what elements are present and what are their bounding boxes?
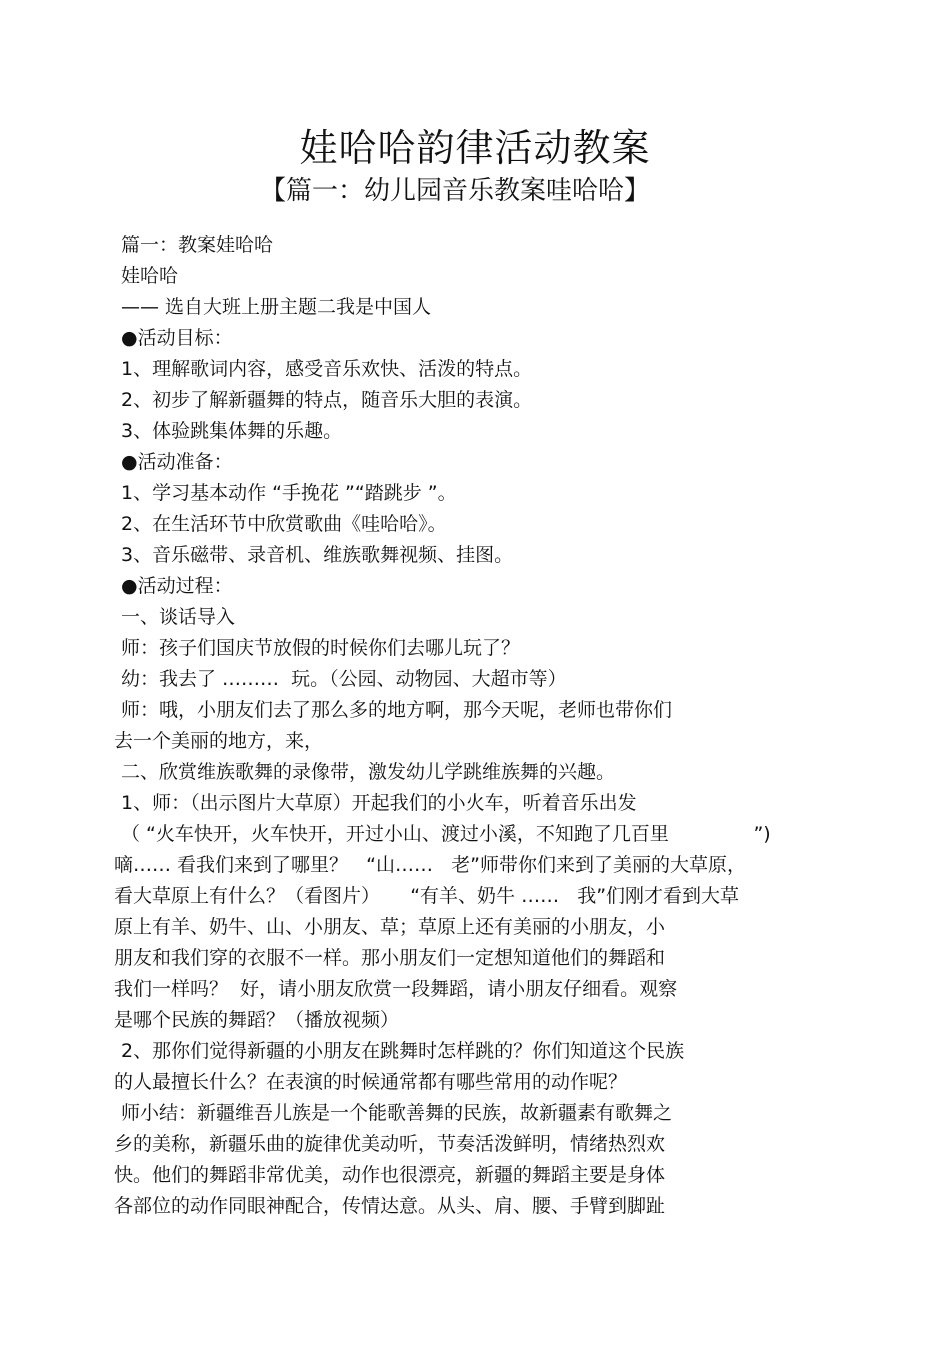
paragraph-line: 3、音乐磁带、录音机、维族歌舞视频、挂图。 (121, 544, 514, 566)
paragraph-line: 1、师：（出示图片大草原）开起我们的小火车，听着音乐出发 (121, 792, 637, 814)
document-subtitle: 【篇一：幼儿园音乐教案哇哈哈】 (259, 176, 650, 206)
paragraph-line: 一、谈话导入 (121, 606, 236, 628)
paragraph-line: 二、欣赏维族歌舞的录像带，激发幼儿学跳维族舞的兴趣。 (121, 761, 616, 783)
paragraph-line: 乡的美称，新疆乐曲的旋律优美动听，节奏活泼鲜明，情绪热烈欢 (114, 1133, 666, 1155)
paragraph-line: 我们一样吗？ 好，请小朋友欣赏一段舞蹈，请小朋友仔细看。观察 (114, 978, 678, 1000)
paragraph-line: 师：孩子们国庆节放假的时候你们去哪儿玩了？ (121, 637, 521, 659)
paragraph-line: 1、理解歌词内容，感受音乐欢快、活泼的特点。 (121, 358, 533, 380)
paragraph-line: 嘀…… 看我们来到了哪里？ “山…… 老”师带你们来到了美丽的大草原， (114, 854, 746, 876)
paragraph-line: 1、学习基本动作 “手挽花 ”“踏跳步 ”。 (121, 482, 457, 504)
paragraph-line: 娃哈哈 (121, 265, 179, 287)
document-title: 娃哈哈韵律活动教案 (299, 126, 651, 170)
paragraph-line: （ “火车快开，火车快开，开过小山、渡过小溪，不知跑了几百里 ”) (121, 823, 771, 845)
paragraph-line: 幼：我去了 ……… 玩。（公园、动物园、大超市等） (121, 668, 567, 690)
paragraph-line: 是哪个民族的舞蹈？（播放视频） (114, 1009, 400, 1031)
section-heading: ●活动过程： (121, 575, 233, 597)
paragraph-line: 2、在生活环节中欣赏歌曲《哇哈哈》。 (121, 513, 447, 535)
paragraph-line: 的人最擅长什么？在表演的时候通常都有哪些常用的动作呢？ (114, 1071, 628, 1093)
paragraph-line: —— 选自大班上册主题二我是中国人 (121, 296, 432, 318)
paragraph-line: 各部位的动作同眼神配合，传情达意。从头、肩、腰、手臂到脚趾 (114, 1195, 666, 1217)
paragraph-line: 看大草原上有什么？（看图片） “有羊、奶牛 …… 我”们刚才看到大草 (114, 885, 740, 907)
paragraph-line: 2、那你们觉得新疆的小朋友在跳舞时怎样跳的？你们知道这个民族 (121, 1040, 685, 1062)
paragraph-line: 快。他们的舞蹈非常优美，动作也很漂亮，新疆的舞蹈主要是身体 (114, 1164, 666, 1186)
paragraph-line: 师：哦，小朋友们去了那么多的地方啊，那今天呢，老师也带你们 (121, 699, 673, 721)
paragraph-line: 3、体验跳集体舞的乐趣。 (121, 420, 343, 442)
paragraph-line: 去一个美丽的地方，来， (114, 730, 324, 752)
paragraph-line: 朋友和我们穿的衣服不一样。那小朋友们一定想知道他们的舞蹈和 (114, 947, 666, 969)
paragraph-line: 原上有羊、奶牛、山、小朋友、草；草原上还有美丽的小朋友，小 (114, 916, 666, 938)
section-heading: ●活动准备： (121, 451, 233, 473)
section-heading: ●活动目标： (121, 327, 233, 349)
paragraph-line: 师小结：新疆维吾儿族是一个能歌善舞的民族，故新疆素有歌舞之 (121, 1102, 673, 1124)
document-body (114, 230, 844, 1222)
paragraph-line: 2、初步了解新疆舞的特点，随音乐大胆的表演。 (121, 389, 533, 411)
paragraph-line: 篇一：教案娃哈哈 (121, 234, 274, 256)
